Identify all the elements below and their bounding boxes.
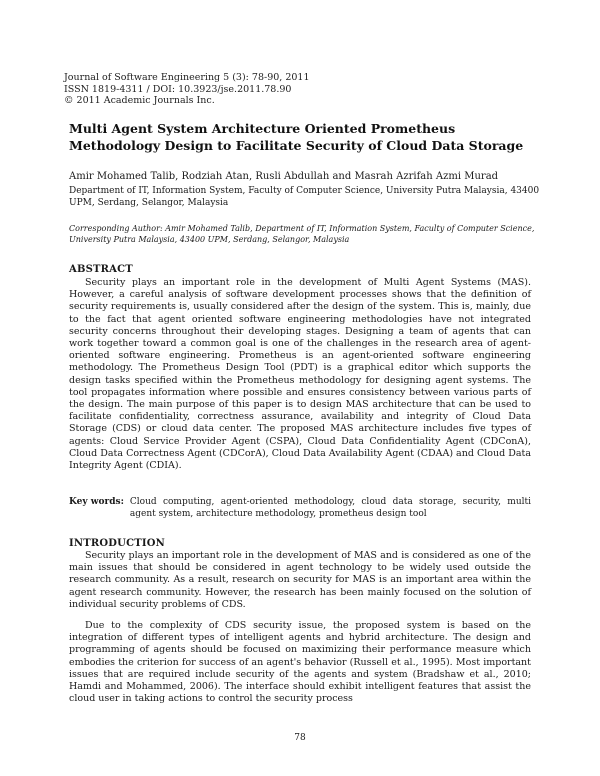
abstract-text: Security plays an important role in the development of Multi Agent Systems (MAS). However, a careful analysis of software development processes shows that the definition of security requirements is, usually considered after the design of the system. This is, mainly, due to the fact that agent oriented software engineering methodologies have not integrated security concerns throughout their developing stages. Designing a team of agents that can work together toward a common goal is one of the challenges in the research area of agent-oriented software engineering. Prometheus is an agent-oriented software engineering methodology. The Prometheus Design Tool (PDT) is a graphical editor which supports the design tasks specified within the Prometheus methodology for designing agent systems. The tool propagates information where possible and ensures consistency between various parts of the design. The main purpose of this paper is to design MAS architecture that can be used to facilitate confidentiality, correctness assurance, availability and integrity of Cloud Data Storage (CDS) or cloud data center. The proposed MAS architecture includes five types of agents: Cloud Service Provider Agent (CSPA), Cloud Data Confidentiality Agent (CDConA), Cloud Data Correctness Agent (CDCorA), Cloud Data Availability Agent (CDAA) and Cloud Data Integrity Agent (CDIA). xyxy=(69,277,531,472)
introduction-paragraph-2: Due to the complexity of CDS security issue, the proposed system is based on the integration of different types of intelligent agents and hybrid architecture. The design and programming of agents should be focused on maximizing their performance measure which embodies the criterion for success of an agent's behavior (Russell et al., 1995). Most important issues that are required include security of the agents and system (Bradshaw et al., 2010; Hamdi and Mohammed, 2006). The interface should exhibit intelligent features that assist the cloud user in taking actions to control the security process xyxy=(69,620,531,705)
introduction-paragraph-1: Security plays an important role in the development of MAS and is considered as one of the main issues that should be considered in agent technology to be widely used outside the research community. As a result, research on security for MAS is an important area within the agent research community. However, the research has been mainly focused on the solution of individual security problems of CDS. xyxy=(69,550,531,610)
journal-copyright: © 2011 Academic Journals Inc. xyxy=(64,95,215,106)
introduction-heading: INTRODUCTION xyxy=(69,538,166,549)
journal-info xyxy=(64,72,310,107)
paper-title: Multi Agent System Architecture Oriented Prometheus Methodology Design to Facilitate Security of Cloud Data Storage xyxy=(69,121,524,153)
corresponding-author: Corresponding Author: Amir Mohamed Talib, Department of IT, Information System, Faculty of Computer Science, University Putra Malaysia, 43400 UPM, Serdang, Selangor, Malaysia xyxy=(69,224,535,244)
author-list: Amir Mohamed Talib, Rodziah Atan, Rusli Abdullah and Masrah Azrifah Azmi Murad xyxy=(69,171,499,182)
keywords xyxy=(69,496,531,520)
affiliation: Department of IT, Information System, Faculty of Computer Science, University Putra Malaysia, 43400 UPM, Serdang, Selangor, Malaysia xyxy=(69,186,540,208)
page-number: 78 xyxy=(294,733,306,743)
keywords-label: Key words: xyxy=(69,497,124,507)
abstract-heading: ABSTRACT xyxy=(69,264,133,275)
journal-issn-doi: ISSN 1819-4311 / DOI: 10.3923/jse.2011.78.90 xyxy=(64,83,292,95)
keywords-text: Cloud computing, agent-oriented methodology, cloud data storage, security, multi agent system, architecture methodology, prometheus design tool xyxy=(129,497,531,519)
journal-citation: Journal of Software Engineering 5 (3): 78-90, 2011 xyxy=(64,72,310,83)
